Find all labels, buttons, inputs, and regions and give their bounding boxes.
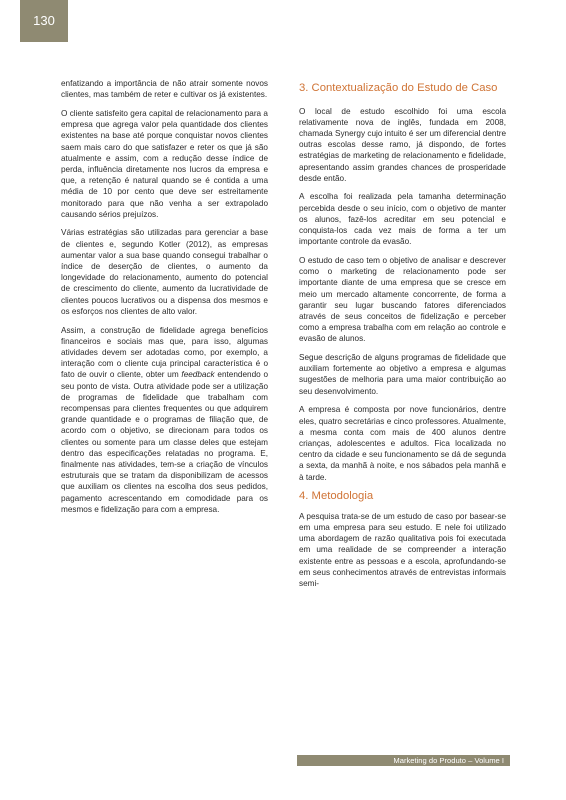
- paragraph: O estudo de caso tem o objetivo de analisar e descrever como o marketing de relacionamento pode ser importante diante de uma empresa que se cresce em meio um mercado altamente concorrente, de forma a garantir seu lugar buscando fatores diferenciados através de seus conceitos de fidelização e perceber como a empresa trabalha com em relação ao controle e evasão de alunos.: [299, 255, 506, 344]
- paragraph: Segue descrição de alguns programas de fidelidade que auxiliam fortemente ao objetivo a empresa e algumas sugestões de melhoria para uma maior contribuição ao seu desenvolvimento.: [299, 353, 506, 396]
- left-column: [61, 78, 268, 523]
- italic-term: feedback: [181, 370, 215, 380]
- section-heading: 4. Metodologia: [299, 490, 374, 503]
- paragraph: O cliente satisfeito gera capital de relacionamento para a empresa que agrega valor pela quantidade dos clientes existentes na base até porque conquistar novos clientes saem mais caro do que satisfazer e reter os que já são atualmente e assim, com a redução desse índice de perda, influência diretamente nos lucros da empresa e que, a retenção é natural quando se é contida a uma média de 10 por cento que deve ser estreitamente monitorado para que não venha a ser extrapolado causando sérios prejuízos.: [61, 108, 268, 219]
- right-column: [299, 82, 506, 597]
- paragraph: [61, 325, 268, 515]
- paragraph: Várias estratégias são utilizadas para gerenciar a base de clientes e, segundo Kotler (2012), as empresas aumentar valor a sua base quando consegui trabalhar o índice de deserção de clientes, o aumento da longevidade do relacionamento, aumento do potencial de crescimento do cliente, aumento da lucratividade de clientes poucos lucrativos ou a dispensa dos mesmos e os esforços nos clientes de alto valor.: [61, 228, 268, 316]
- page-number: 130: [20, 0, 68, 42]
- paragraph-text: entendendo o seu ponto de vista. Outra atividade pode ser a utilização de programas de fidelidade que trabalham com recompensas para clientes frequentes ou que adquirem grande quantidade e o programas de filiação que, de acordo com o objetivo, se direcionam para todos os clientes ou somente para um classe deles que estejam dentro das especificações relatadas no programa. E, finalmente nas atividades, tem-se a criação de vínculos estruturais que se tratam da disponibilizam de acessos que auxiliam os clientes na escolha dos seus pedidos, pagamento acrescentando em comodidade para os mesmos e fidelização para com a empresa.: [61, 370, 269, 514]
- paragraph-text: Assim, a construção de fidelidade agrega benefícios financeiros e sociais mas que, para isso, algumas atividades devem ser adotadas como, por exemplo, a interação com o cliente cuja principal característica é o fato de ouvir o cliente, obter um: [61, 325, 268, 380]
- paragraph: A empresa é composta por nove funcionários, dentre eles, quatro secretárias e cinco professores. Atualmente, a mesma conta com mais de 400 alunos dentre crianças, adolescentes e adultos. Fica localizada no centro da cidade e seu funcionamento se dá de segunda a sexta, da manhã à noite, e nos sábados pela manhã e à tarde.: [299, 405, 506, 482]
- paragraph: O local de estudo escolhido foi uma escola relativamente nova de inglês, fundada em 2008, chamada Synergy cujo intuito é ser um diferencial dentre outras escolas desse ramo, já dispondo, de fortes estratégias de marketing de relacionamento e fidelidade, apresentando assim grandes chances de prosperidade desde então.: [299, 106, 506, 183]
- paragraph: enfatizando a importância de não atrair somente novos clientes, mas também de reter e cultivar os já existentes.: [61, 79, 268, 100]
- section-heading: 3. Contextualização do Estudo de Caso: [299, 82, 498, 94]
- paragraph: A pesquisa trata-se de um estudo de caso por basear-se em uma empresa para seu estudo. E nele foi utilizado uma abordagem de razão qualitativa pois foi executada em uma realidade de se compreender a interação existente entre as pessoas e a escola, aprofundando-se em seus conhecimentos através de entrevistas informais semi-: [299, 511, 506, 589]
- footer-title: Marketing do Produto – Volume I: [297, 755, 510, 766]
- paragraph: A escolha foi realizada pela tamanha determinação percebida desde o seu início, com o objetivo de manter os alunos, fazê-los acreditar em seu potencial e conquista-los cada vez mais de forma a ter um importante controle da evasão.: [299, 192, 506, 247]
